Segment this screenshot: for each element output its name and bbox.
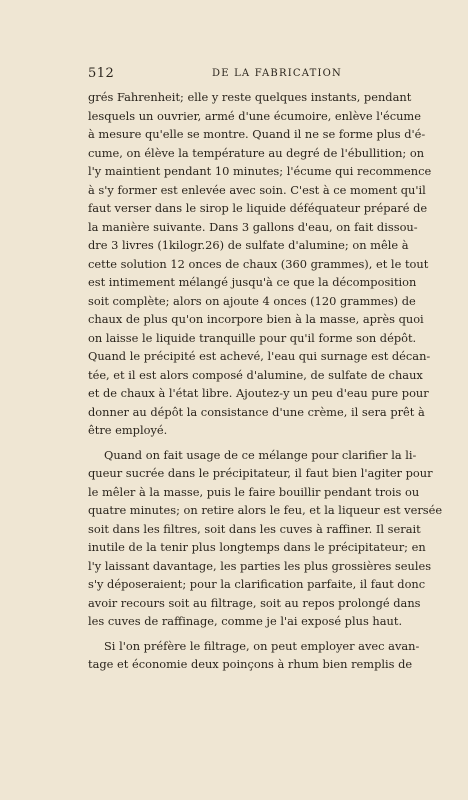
text-line: queur sucrée dans le précipitateur, il faut bien l'agiter pour (88, 466, 433, 480)
text-line: lesquels un ouvrier, armé d'une écumoire, enlève l'écume (88, 108, 421, 123)
text-line: quatre minutes; on retire alors le feu, et la liqueur est versée (88, 503, 443, 517)
text-line: avoir recours soit au filtrage, soit au repos prolongé dans (88, 595, 421, 610)
text-line: s'y déposeraient; pour la clarification parfaite, il faut donc (88, 577, 426, 591)
paragraph (88, 88, 432, 440)
page-body-text (88, 88, 443, 674)
text-line: les cuves de raffinage, comme je l'ai exposé plus haut. (88, 614, 403, 628)
text-line: Quand le précipité est achevé, l'eau qui surnage est décan- (88, 349, 431, 363)
text-line: et de chaux à l'état libre. Ajoutez-y un peu d'eau pure pour (88, 386, 429, 400)
text-line: est intimement mélangé jusqu'à ce que la décomposition (88, 275, 417, 289)
text-line: l'y laissant davantage, les parties les plus grossières seules (88, 558, 432, 573)
paragraph (88, 446, 443, 631)
text-line: tage et économie deux poinçons à rhum bien remplis de (88, 657, 413, 671)
text-line: soit complète; alors on ajoute 4 onces (120 grammes) de (88, 293, 416, 308)
running-head: DE LA FABRICATION (212, 68, 342, 79)
text-line: donner au dépôt la consistance d'une crème, il sera prêt à (88, 404, 425, 419)
text-line: la manière suivante. Dans 3 gallons d'eau, on fait dissou- (88, 219, 418, 234)
text-line: Quand on fait usage de ce mélange pour clarifier la li- (104, 447, 417, 462)
text-line: être employé. (88, 423, 168, 437)
text-line: tée, et il est alors composé d'alumine, de sulfate de chaux (88, 367, 423, 382)
text-line: à s'y former est enlevée avec soin. C'est à ce moment qu'il (88, 182, 426, 197)
text-line: l'y maintient pendant 10 minutes; l'écume qui recommence (88, 164, 432, 178)
text-line: inutile de la tenir plus longtemps dans le précipitateur; en (88, 540, 426, 554)
text-line: chaux de plus qu'on incorpore bien à la masse, après quoi (88, 312, 424, 326)
text-line: soit dans les filtres, soit dans les cuves à raffiner. Il serait (88, 521, 421, 536)
text-line: le mêler à la masse, puis le faire bouillir pendant trois ou (88, 484, 420, 499)
text-line: Si l'on préfère le filtrage, on peut employer avec avan- (104, 638, 420, 653)
text-line: à mesure qu'elle se montre. Quand il ne se forme plus d'é- (88, 127, 426, 141)
text-line: dre 3 livres (1kilogr.26) de sulfate d'alumine; on mêle à (88, 238, 409, 252)
page-header (88, 66, 380, 84)
paragraph (88, 637, 420, 674)
text-line: cette solution 12 onces de chaux (360 grammes), et le tout (88, 256, 429, 271)
text-line: faut verser dans le sirop le liquide déféquateur préparé de (88, 201, 428, 215)
text-line: on laisse le liquide tranquille pour qu'il forme son dépôt. (88, 330, 417, 345)
page-number: 512 (88, 66, 115, 81)
text-line: cume, on élève la température au degré de l'ébullition; on (88, 145, 425, 160)
text-line: grés Fahrenheit; elle y reste quelques instants, pendant (88, 90, 412, 104)
